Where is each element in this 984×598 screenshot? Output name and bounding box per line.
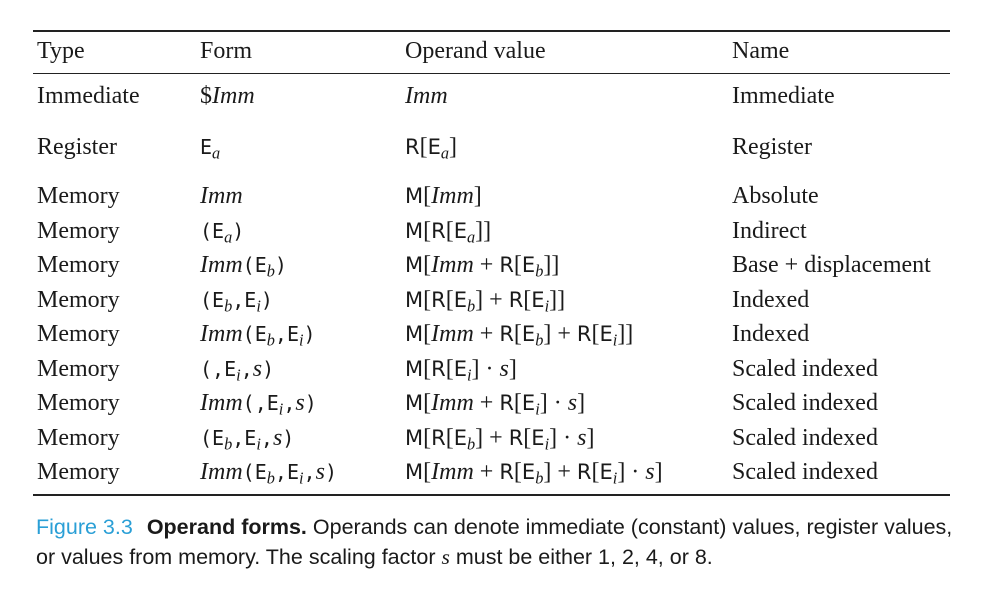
row-3-name: Indirect xyxy=(732,218,807,244)
caption-text-part1: Operands can denote immediate (constant) values, register values, or values from memory. The scaling factor xyxy=(36,515,953,569)
figure-caption xyxy=(36,512,966,572)
row-0-type: Immediate xyxy=(37,83,140,109)
row-1-operand-value: $R[E_a]$ xyxy=(405,134,458,163)
caption-text-part2: must be either 1, 2, 4, or 8. xyxy=(455,545,713,569)
table-top-rule xyxy=(33,30,950,32)
row-6-type: Memory xyxy=(37,321,120,347)
row-8-form: $Imm(,E_i,s)$ xyxy=(200,390,317,419)
row-10-form: $Imm(E_b,E_i,s)$ xyxy=(200,459,337,488)
row-1-form: $E_a$ xyxy=(200,135,221,163)
row-6-form: $Imm(E_b,E_i)$ xyxy=(200,321,316,350)
table-bottom-rule xyxy=(33,494,950,496)
row-9-form: $(E_b,E_i,s)$ xyxy=(200,425,295,454)
row-7-type: Memory xyxy=(37,356,120,382)
row-4-name: Base + displacement xyxy=(732,252,931,278)
row-5-name: Indexed xyxy=(732,287,810,313)
row-9-operand-value: $M[R[E_b] + R[E_i] \cdot s]$ xyxy=(405,425,595,454)
row-0-operand-value: Imm xyxy=(405,83,448,109)
row-3-type: Memory xyxy=(37,218,120,244)
header-form: Form xyxy=(200,38,253,64)
row-4-operand-value: $M[Imm + R[E_b]]$ xyxy=(405,252,560,281)
figure-title: Operand forms. xyxy=(146,515,307,539)
row-8-operand-value: $M[Imm + R[E_i] \cdot s]$ xyxy=(405,390,586,419)
row-2-operand-value: M[Imm] xyxy=(405,183,482,209)
row-5-type: Memory xyxy=(37,287,120,313)
row-3-operand-value: $M[R[E_a]]$ xyxy=(405,218,492,247)
row-0-name: Immediate xyxy=(732,83,835,109)
row-6-operand-value: $M[Imm + R[E_b] + R[E_i]]$ xyxy=(405,321,634,350)
header-type: Type xyxy=(37,38,85,64)
row-10-operand-value: $M[Imm + R[E_b] + R[E_i] \cdot s]$ xyxy=(405,459,663,488)
row-8-name: Scaled indexed xyxy=(732,390,878,416)
row-4-form: $Imm(E_b)$ xyxy=(200,252,287,281)
row-1-name: Register xyxy=(732,134,812,160)
row-1-type: Register xyxy=(37,134,117,160)
row-7-form: $(,E_i,s)$ xyxy=(200,356,275,385)
row-2-type: Memory xyxy=(37,183,120,209)
row-3-form: $(E_a)$ xyxy=(200,219,245,247)
table-header-rule xyxy=(33,73,950,74)
row-5-operand-value: $M[R[E_b] + R[E_i]]$ xyxy=(405,287,566,316)
row-0-form: $Imm xyxy=(200,83,255,109)
row-7-name: Scaled indexed xyxy=(732,356,878,382)
row-5-form: $(E_b,E_i)$ xyxy=(200,288,273,316)
row-6-name: Indexed xyxy=(732,321,810,347)
row-9-type: Memory xyxy=(37,425,120,451)
row-2-name: Absolute xyxy=(732,183,819,209)
caption-variable-s: s xyxy=(441,545,450,569)
row-8-type: Memory xyxy=(37,390,120,416)
row-10-type: Memory xyxy=(37,459,120,485)
figure-number: Figure 3.3 xyxy=(36,515,133,539)
row-10-name: Scaled indexed xyxy=(732,459,878,485)
row-7-operand-value: $M[R[E_i] \cdot s]$ xyxy=(405,356,517,385)
row-9-name: Scaled indexed xyxy=(732,425,878,451)
header-name: Name xyxy=(732,38,790,64)
header-operand-value: Operand value xyxy=(405,38,546,64)
row-4-type: Memory xyxy=(37,252,120,278)
row-2-form: Imm xyxy=(200,183,243,209)
